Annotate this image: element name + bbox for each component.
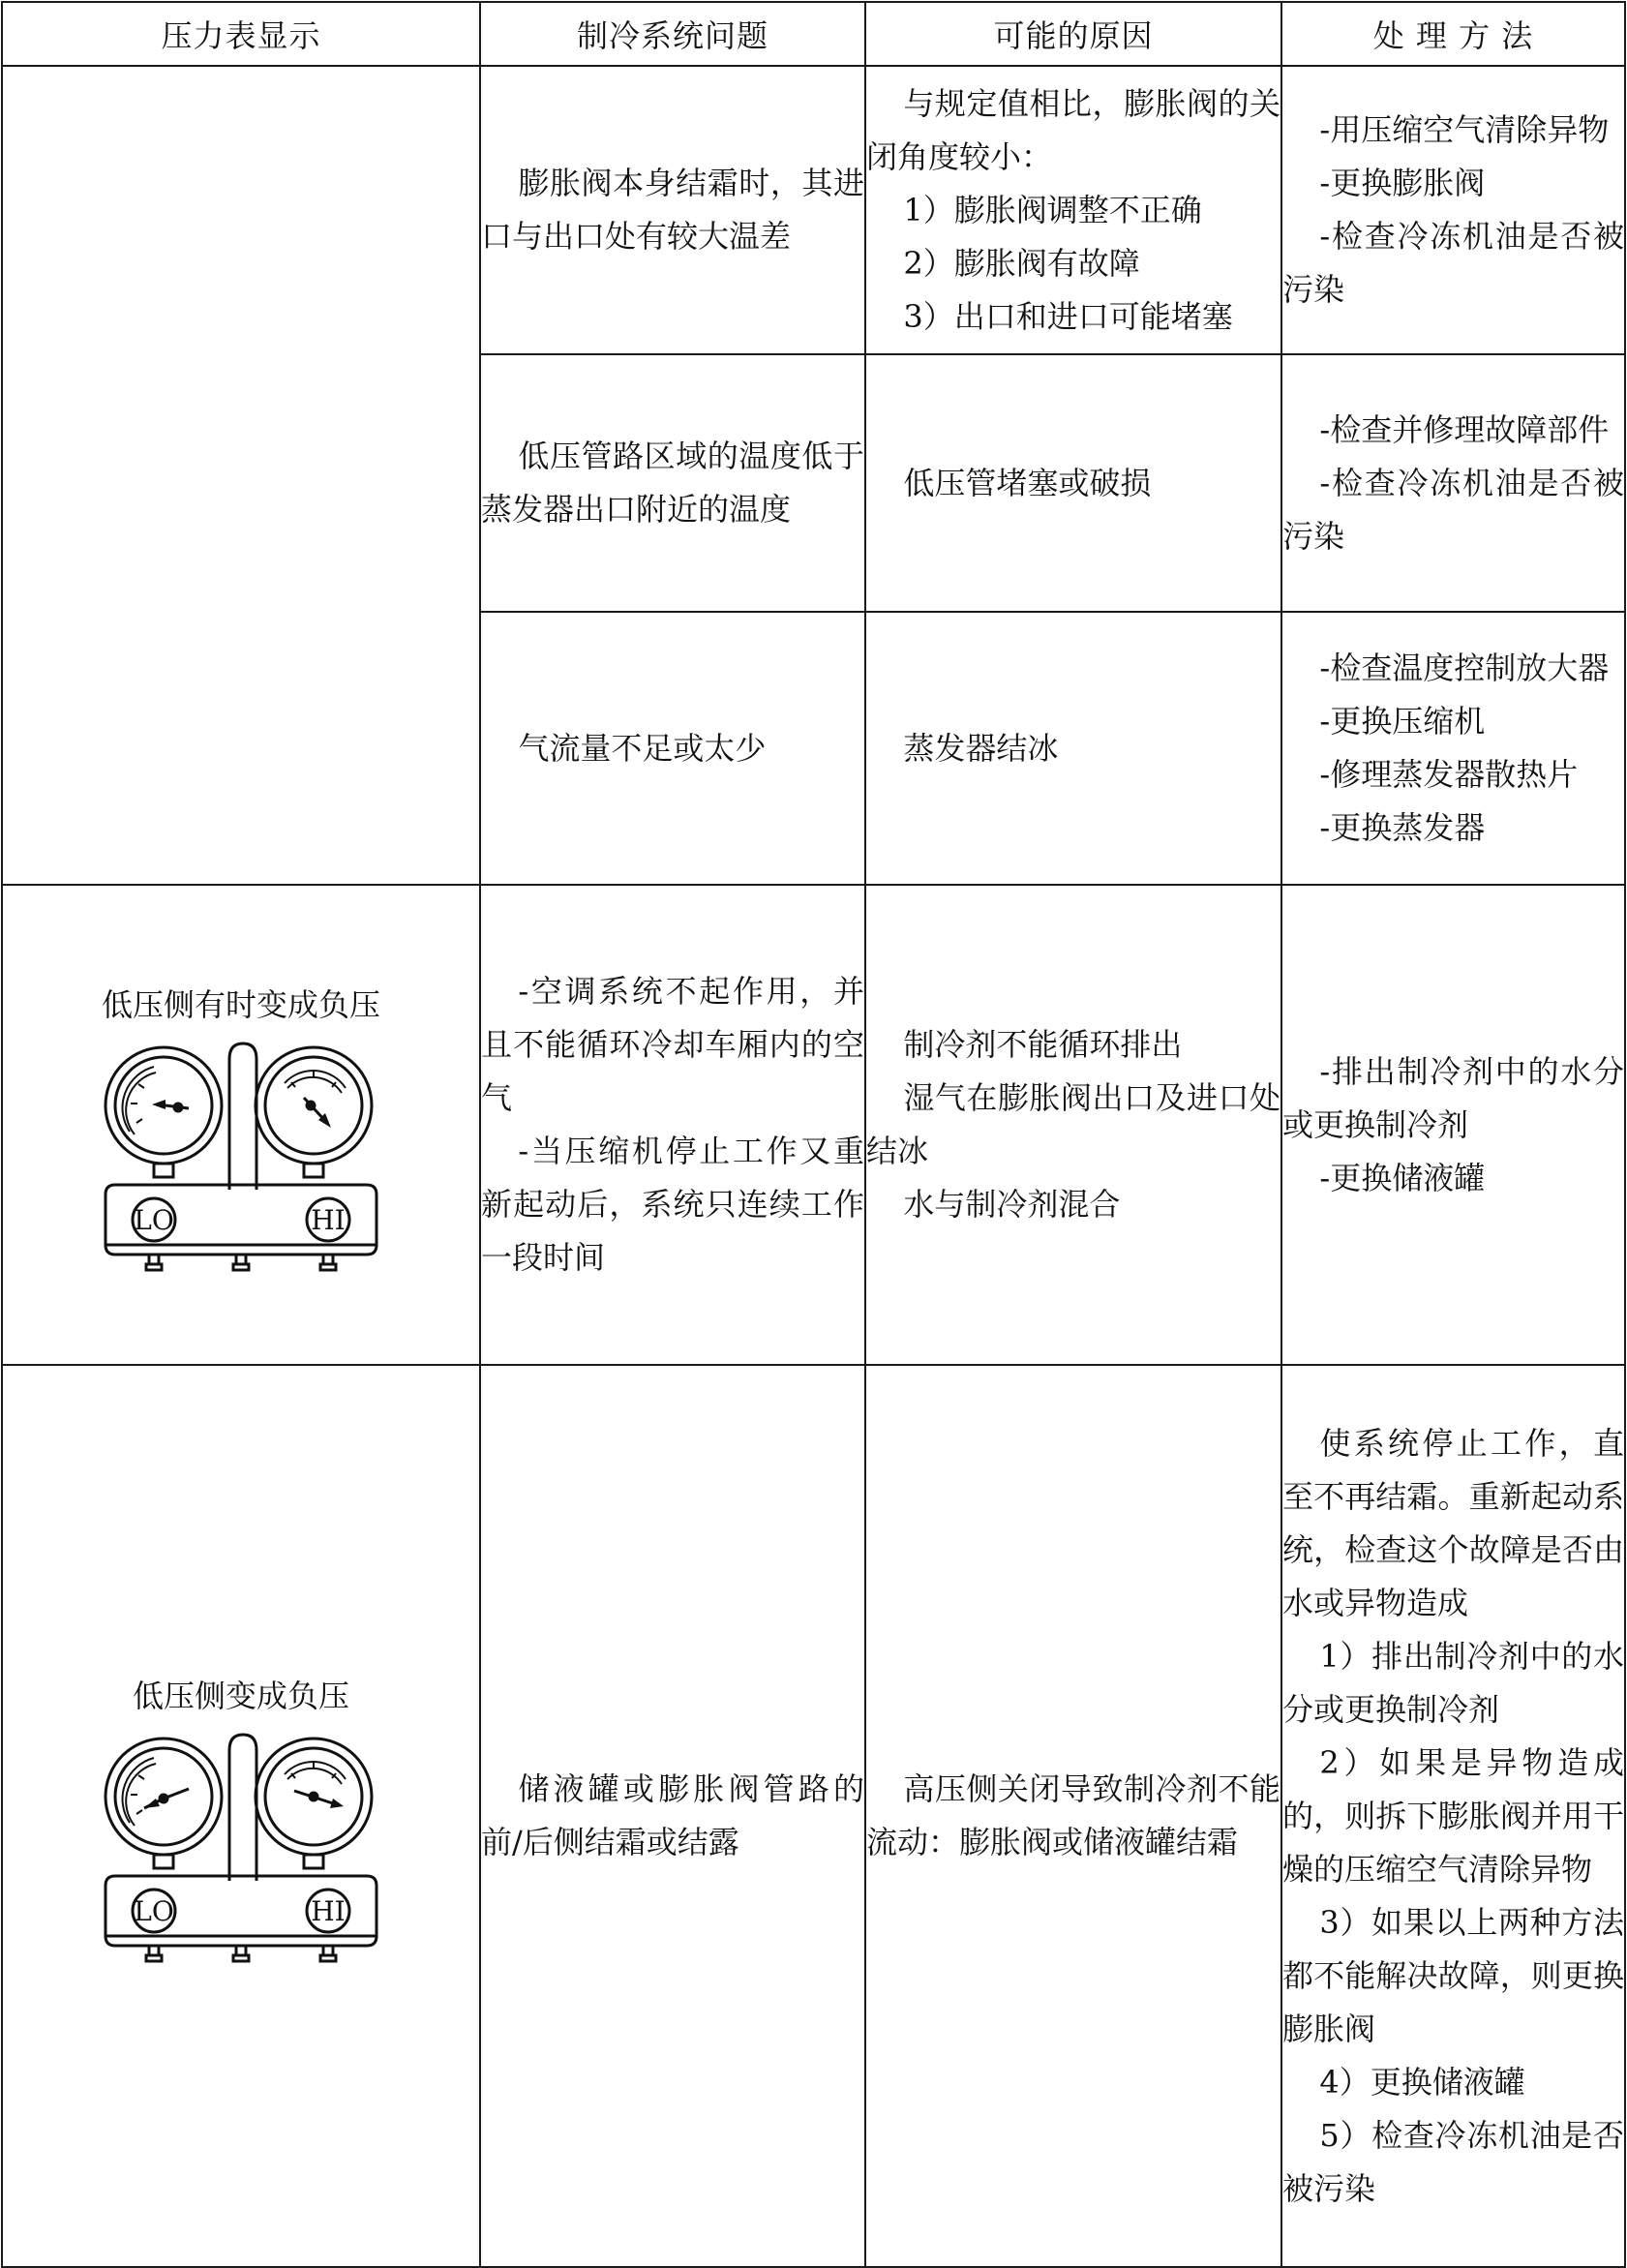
cause-text: 蒸发器结冰: [903, 729, 1059, 767]
gauge-display-cell-empty: [2, 66, 480, 885]
lo-label: LO: [134, 1203, 174, 1236]
remedy-text: -用压缩空气清除异物: [1319, 111, 1610, 148]
cause-text: 1）膨胀阀调整不正确: [903, 191, 1202, 228]
remedy-text: -更换储液罐: [1319, 1159, 1486, 1196]
remedy-text: -修理蒸发器散热片: [1319, 756, 1579, 793]
remedy-text: 1）排出制冷剂中的水分或更换制冷剂: [1282, 1637, 1624, 1728]
problem-text: -当压缩机停止工作又重新起动后，系统只连续工作一段时间: [481, 1133, 864, 1276]
cause-text: 3）出口和进口可能堵塞: [903, 297, 1233, 335]
remedy-text: -更换蒸发器: [1319, 809, 1486, 846]
cause-cell: [865, 885, 1281, 1365]
gauge-figure: [3, 1670, 479, 1963]
remedy-text: -更换膨胀阀: [1319, 165, 1486, 201]
problem-cell: [480, 612, 865, 885]
gauge-figure: [3, 979, 479, 1272]
manifold-gauge-icon: [96, 1731, 386, 1963]
cause-text: 高压侧关闭导致制冷剂不能流动：膨胀阀或储液罐结霜: [866, 1770, 1281, 1860]
problem-text: 气流量不足或太少: [518, 729, 767, 767]
problem-cell: [480, 354, 865, 612]
cause-cell: [865, 66, 1281, 354]
remedy-text: 5）检查冷冻机油是否被污染: [1282, 2116, 1624, 2207]
table-header-row: [2, 2, 1625, 66]
table-row: [2, 1365, 1625, 2267]
gauge-display-cell: [2, 1365, 480, 2267]
cause-text: 水与制冷剂混合: [903, 1186, 1121, 1223]
lo-label: LO: [134, 1894, 174, 1927]
problem-text: 储液罐或膨胀阀管路的前/后侧结霜或结露: [481, 1770, 864, 1860]
cause-text: 湿气在膨胀阀出口及进口处结冰: [866, 1079, 1281, 1169]
table-row: [2, 66, 1625, 354]
remedy-cell: [1281, 885, 1625, 1365]
remedy-text: 4）更换储液罐: [1319, 2063, 1525, 2101]
remedy-text: 2）如果是异物造成的，则拆下膨胀阀并用干燥的压缩空气清除异物: [1282, 1743, 1624, 1888]
header-possible-cause: 可能的原因: [865, 2, 1281, 66]
cause-text: 与规定值相比，膨胀阀的关闭角度较小：: [866, 84, 1281, 175]
remedy-text: -排出制冷剂中的水分或更换制冷剂: [1282, 1052, 1624, 1143]
remedy-cell: [1281, 354, 1625, 612]
problem-text: 低压管路区域的温度低于蒸发器出口附近的温度: [481, 438, 864, 528]
remedy-text: -检查并修理故障部件: [1319, 410, 1610, 448]
remedy-text: -检查冷冻机油是否被污染: [1282, 464, 1624, 555]
cause-cell: [865, 612, 1281, 885]
header-gauge-display: 压力表显示: [2, 2, 480, 66]
cause-text: 低压管堵塞或破损: [903, 464, 1152, 501]
remedy-cell: [1281, 66, 1625, 354]
table-row: [2, 885, 1625, 1365]
remedy-text: -更换压缩机: [1319, 703, 1486, 740]
hi-label: HI: [311, 1894, 346, 1927]
gauge-caption: 低压侧变成负压: [132, 1677, 349, 1714]
remedy-text: 使系统停止工作，直至不再结霜。重新起动系统，检查这个故障是否由水或异物造成: [1282, 1424, 1624, 1621]
cause-cell: [865, 1365, 1281, 2267]
problem-text: -空调系统不起作用，并且不能循环冷却车厢内的空气: [481, 973, 864, 1116]
problem-cell: [480, 1365, 865, 2267]
gauge-display-cell: [2, 885, 480, 1365]
problem-cell: [480, 885, 865, 1365]
cause-text: 2）膨胀阀有故障: [903, 244, 1140, 282]
diagnosis-table: [1, 1, 1626, 2268]
header-remedy: 处 理 方 法: [1281, 2, 1625, 66]
header-system-problem: 制冷系统问题: [480, 2, 865, 66]
cause-text: 制冷剂不能循环排出: [903, 1026, 1183, 1063]
gauge-caption: 低压侧有时变成负压: [101, 985, 380, 1023]
remedy-cell: [1281, 612, 1625, 885]
problem-cell: [480, 66, 865, 354]
hi-label: HI: [311, 1203, 346, 1236]
remedy-text: 3）如果以上两种方法都不能解决故障，则更换膨胀阀: [1282, 1903, 1624, 2047]
remedy-text: -检查冷冻机油是否被污染: [1282, 218, 1624, 308]
remedy-text: -检查温度控制放大器: [1319, 650, 1610, 686]
remedy-cell: [1281, 1365, 1625, 2267]
problem-text: 膨胀阀本身结霜时，其进口与出口处有较大温差: [481, 165, 864, 255]
cause-cell: [865, 354, 1281, 612]
manifold-gauge-icon: [96, 1040, 386, 1272]
